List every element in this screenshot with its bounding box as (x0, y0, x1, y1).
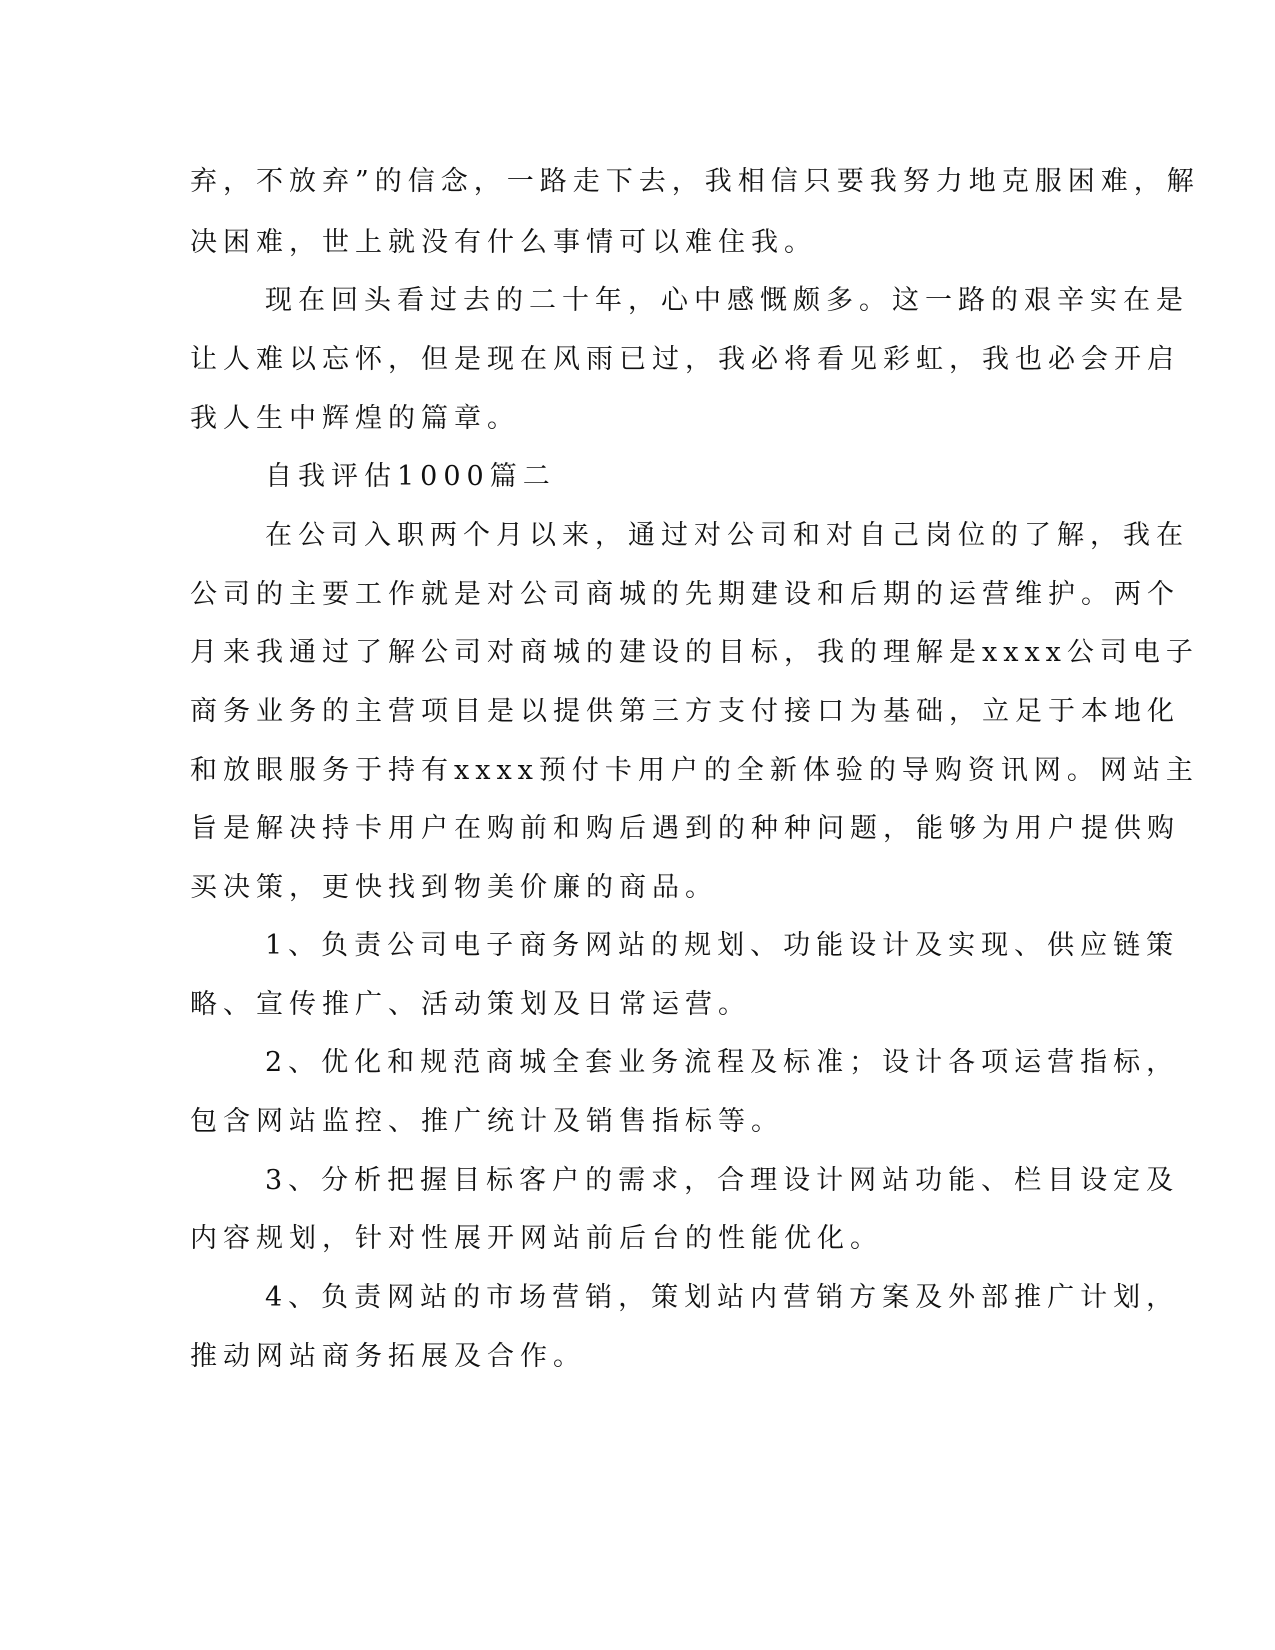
body-text-line: 买决策，更快找到物美价廉的商品。 (190, 872, 718, 903)
body-text-line: 我人生中辉煌的篇章。 (190, 403, 520, 434)
body-text-line: 决困难，世上就没有什么事情可以难住我。 (190, 227, 817, 258)
body-text-line: 内容规划，针对性展开网站前后台的性能优化。 (190, 1223, 883, 1254)
paragraph-start-line: 现在回头看过去的二十年，心中感慨颇多。这一路的艰辛实在是 (265, 285, 1189, 316)
list-item-line: 2、优化和规范商城全套业务流程及标准；设计各项运营指标， (265, 1047, 1180, 1078)
list-item-line: 3、分析把握目标客户的需求，合理设计网站功能、栏目设定及 (265, 1165, 1180, 1196)
body-text-line: 包含网站监控、推广统计及销售指标等。 (190, 1106, 784, 1137)
body-text-line: 和放眼服务于持有xxxx预付卡用户的全新体验的导购资讯网。网站主 (190, 755, 1199, 786)
body-text-line: 推动网站商务拓展及合作。 (190, 1341, 586, 1372)
body-text-line: 旨是解决持卡用户在购前和购后遇到的种种问题，能够为用户提供购 (190, 813, 1180, 844)
body-text-line: 让人难以忘怀，但是现在风雨已过，我必将看见彩虹，我也必会开启 (190, 344, 1180, 375)
body-text-line: 月来我通过了解公司对商城的建设的目标，我的理解是xxxx公司电子 (190, 637, 1199, 668)
paragraph-start-line: 在公司入职两个月以来，通过对公司和对自己岗位的了解，我在 (265, 520, 1189, 551)
body-text-line: 商务业务的主营项目是以提供第三方支付接口为基础，立足于本地化 (190, 696, 1180, 727)
body-text-line: 弃，不放弃”的信念，一路走下去，我相信只要我努力地克服困难，解 (190, 166, 1200, 197)
body-text-line: 略、宣传推广、活动策划及日常运营。 (190, 989, 751, 1020)
list-item-line: 4、负责网站的市场营销，策划站内营销方案及外部推广计划， (265, 1282, 1180, 1313)
section-heading: 自我评估1000篇二 (265, 461, 556, 492)
list-item-line: 1、负责公司电子商务网站的规划、功能设计及实现、供应链策 (265, 930, 1180, 961)
body-text-line: 公司的主要工作就是对公司商城的先期建设和后期的运营维护。两个 (190, 579, 1180, 610)
